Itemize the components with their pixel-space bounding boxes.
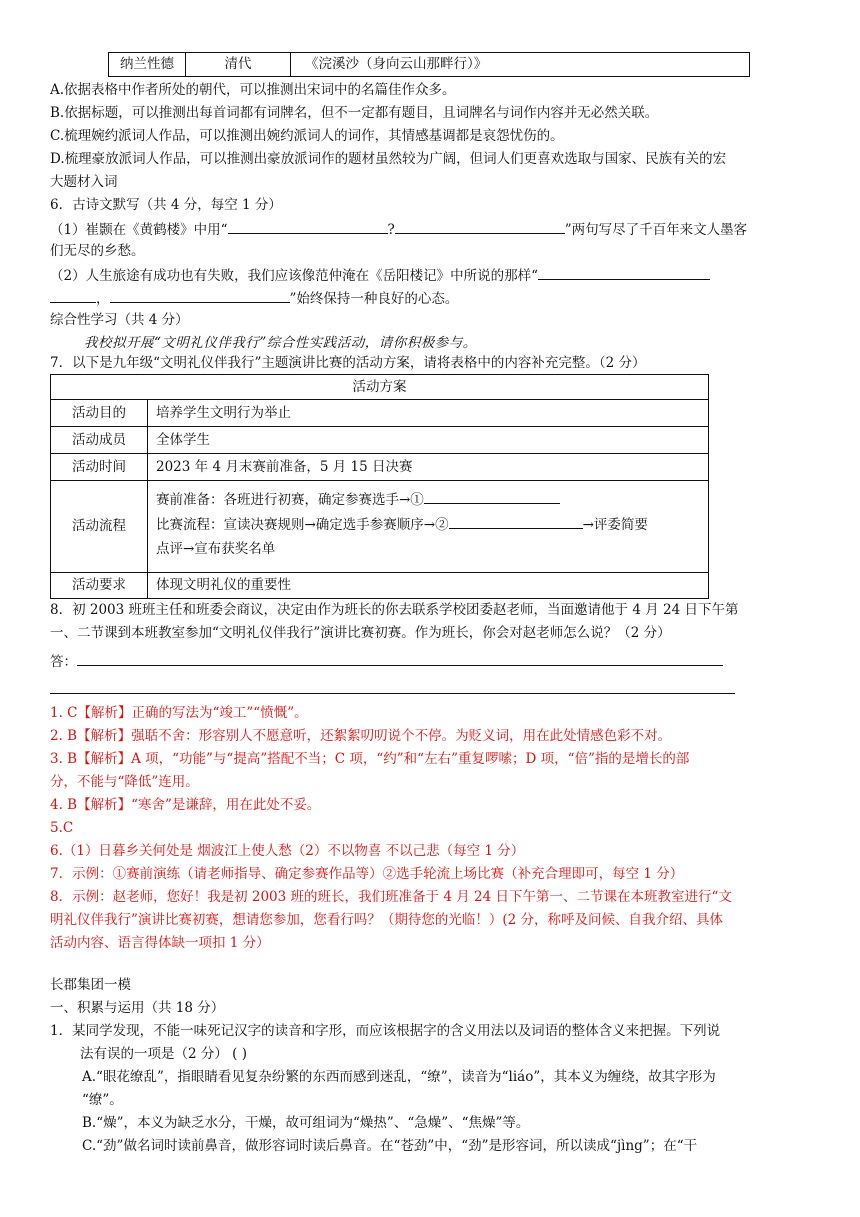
activity-plan-table bbox=[50, 374, 709, 599]
q6-part1-prefix: （1）崔颢在《黄鹤楼》中用“ bbox=[50, 222, 228, 238]
q6-blank-4[interactable] bbox=[50, 286, 96, 303]
row-label: 活动目的 bbox=[51, 400, 148, 427]
answer-2: 2. B【解析】强聒不舍：形容别人不愿意听，还絮絮叨叨说个不停。为贬义词，用在此处情感色彩不对。 bbox=[50, 728, 672, 744]
q8-line2: 一、二节课到本班教室参加“文明礼仪伴我行”演讲比赛初赛。作为班长，你会对赵老师怎么说？（2 分） bbox=[50, 625, 671, 641]
part-title: 一、积累与运用（共 18 分） bbox=[50, 1000, 225, 1016]
q6-part1-cont: 们无尽的乡愁。 bbox=[50, 243, 145, 259]
flow-line-3: 点评→宣布获奖名单 bbox=[156, 541, 276, 557]
poem-work: 《浣溪沙（身向云山那畔行）》 bbox=[291, 53, 750, 77]
study-title: 综合性学习（共 4 分） bbox=[50, 312, 189, 328]
q6-question-mark: ? bbox=[387, 222, 395, 238]
answer-8-end: 活动内容、语言得体缺一项扣 1 分） bbox=[50, 935, 270, 951]
flow-contest-text: 比赛流程：宣读决赛规则→确定选手参赛顺序→② bbox=[156, 517, 449, 533]
q5-option-d-cont: 大题材入词 bbox=[50, 174, 118, 190]
q6-blank-3[interactable] bbox=[538, 263, 710, 280]
q6-blank-5[interactable] bbox=[110, 286, 290, 303]
q5-option-a: A.依据表格中作者所处的朝代，可以推测出宋词中的名篇佳作众多。 bbox=[50, 82, 456, 98]
answer-8-cont: 明礼仪伴我行”演讲比赛初赛，想请您参加，您看行吗？（期待您的光临！）(2 分，称呼及问候、自我介绍、具体 bbox=[50, 912, 724, 928]
row-value: 2023 年 4 月末赛前准备，5 月 15 日决赛 bbox=[148, 454, 709, 481]
q6-part2-prefix: （2）人生旅途有成功也有失败，我们应该像范仲淹在《岳阳楼记》中所说的那样“ bbox=[50, 268, 538, 284]
answer-5: 5.C bbox=[50, 820, 74, 836]
q6-title: 6．古诗文默写（共 4 分，每空 1 分） bbox=[50, 197, 282, 213]
flow-prep-text: 赛前准备：各班进行初赛，确定参赛选手→① bbox=[156, 492, 424, 508]
answer-1: 1. C【解析】正确的写法为“竣工”“愤慨”。 bbox=[50, 705, 308, 721]
flow-contest-suffix: →评委简要 bbox=[582, 517, 648, 533]
q6-part2 bbox=[50, 263, 710, 288]
s2-option-a-cont: “缭”。 bbox=[82, 1092, 123, 1108]
flow-line-2 bbox=[156, 512, 700, 537]
s2-option-c: C.“劲”做名词时读前鼻音，做形容词时读后鼻音。在“苍劲”中，“劲”是形容词，所以读成“jìng”；在“干 bbox=[82, 1138, 698, 1154]
answer-7: 7．示例：①赛前演练（请老师指导、确定参赛作品等）②选手轮流上场比赛（补充合理即可，每空 1 分） bbox=[50, 866, 684, 882]
q5-option-d: D.梳理豪放派词人作品，可以推测出豪放派词作的题材虽然较为广阔，但词人们更喜欢选取与国家、民族有关的宏 bbox=[50, 151, 727, 167]
q6-part2-cont bbox=[50, 286, 458, 311]
s2-option-a: A.“眼花缭乱”，指眼睛看见复杂纷繁的东西而感到迷乱，“缭”，读音为“liáo”，其本义为缠绕，故其字形为 bbox=[82, 1069, 716, 1085]
q6-part2-suffix: ”始终保持一种良好的心态。 bbox=[289, 291, 459, 307]
q7-title: 7．以下是九年级“文明礼仪伴我行”主题演讲比赛的活动方案，请将表格中的内容补充完整。（2 分） bbox=[50, 355, 646, 371]
table-title: 活动方案 bbox=[51, 375, 709, 400]
q8-answer-blank-1[interactable] bbox=[77, 649, 723, 666]
flow-blank-2[interactable] bbox=[449, 512, 583, 529]
q6-part1 bbox=[50, 217, 747, 242]
q8-line1: 8．初 2003 班班主任和班委会商议，决定由作为班长的你去联系学校团委赵老师，当面邀请他于 4 月 24 日下午第 bbox=[50, 602, 739, 618]
row-value: 全体学生 bbox=[148, 427, 709, 454]
answer-6: 6.（1）日暮乡关何处是 烟波江上使人愁（2）不以物喜 不以己悲（每空 1 分） bbox=[50, 843, 525, 859]
flow-line-1 bbox=[156, 487, 700, 512]
flow-blank-1[interactable] bbox=[424, 487, 560, 504]
q6-part1-suffix: ”两句写尽了千百年来文人墨客 bbox=[564, 222, 748, 238]
section-title: 长郡集团一模 bbox=[50, 977, 131, 993]
row-label: 活动成员 bbox=[51, 427, 148, 454]
answer-8: 8．示例：赵老师，您好！我是初 2003 班的班长，我们班准备于 4 月 24 日下午第一、二节课在本班教室进行“文 bbox=[50, 889, 732, 905]
q6-comma: ， bbox=[96, 291, 110, 307]
s2-q1-cont: 法有误的一项是（2 分） ( ) bbox=[80, 1046, 247, 1062]
poem-table bbox=[108, 52, 750, 77]
answer-3-cont: 分，不能与“降低”连用。 bbox=[50, 774, 199, 790]
poem-author: 纳兰性德 bbox=[109, 53, 186, 77]
row-label: 活动时间 bbox=[51, 454, 148, 481]
study-intro: 我校拟开展“文明礼仪伴我行”综合性实践活动，请你积极参与。 bbox=[84, 335, 477, 351]
q5-option-c: C.梳理婉约派词人作品，可以推测出婉约派词人的词作，其情感基调都是哀怨忧伤的。 bbox=[50, 128, 564, 144]
answer-3: 3. B【解析】A 项，“功能”与“提高”搭配不当；C 项，“约”和“左右”重复啰嗦；D 项，“倍”指的是增长的部 bbox=[50, 751, 690, 767]
s2-q1: 1．某同学发现，不能一味死记汉字的读音和字形，而应该根据字的含义用法以及词语的整体含义来把握。下列说 bbox=[50, 1023, 721, 1039]
q8-answer-line bbox=[50, 649, 723, 674]
q6-blank-1[interactable] bbox=[228, 217, 388, 234]
poem-dynasty: 清代 bbox=[186, 53, 291, 77]
row-value: 培养学生文明行为举止 bbox=[148, 400, 709, 427]
q6-blank-2[interactable] bbox=[395, 217, 565, 234]
s2-option-b: B.“燥”，本义为缺乏水分，干燥，故可组词为“燥热”、“急燥”、“焦燥”等。 bbox=[82, 1115, 530, 1131]
flow-label: 活动流程 bbox=[51, 481, 148, 573]
req-value: 体现文明礼仪的重要性 bbox=[148, 573, 709, 599]
q8-answer-label: 答： bbox=[50, 654, 77, 670]
q5-option-b: B.依据标题，可以推测出每首词都有词牌名，但不一定都有题目，且词牌名与词作内容并无必然关联。 bbox=[50, 105, 659, 121]
answer-4: 4. B【解析】“寒舍”是谦辞，用在此处不妥。 bbox=[50, 797, 321, 813]
flow-cell bbox=[148, 481, 709, 573]
q8-answer-blank-2[interactable] bbox=[50, 693, 735, 694]
req-label: 活动要求 bbox=[51, 573, 148, 599]
